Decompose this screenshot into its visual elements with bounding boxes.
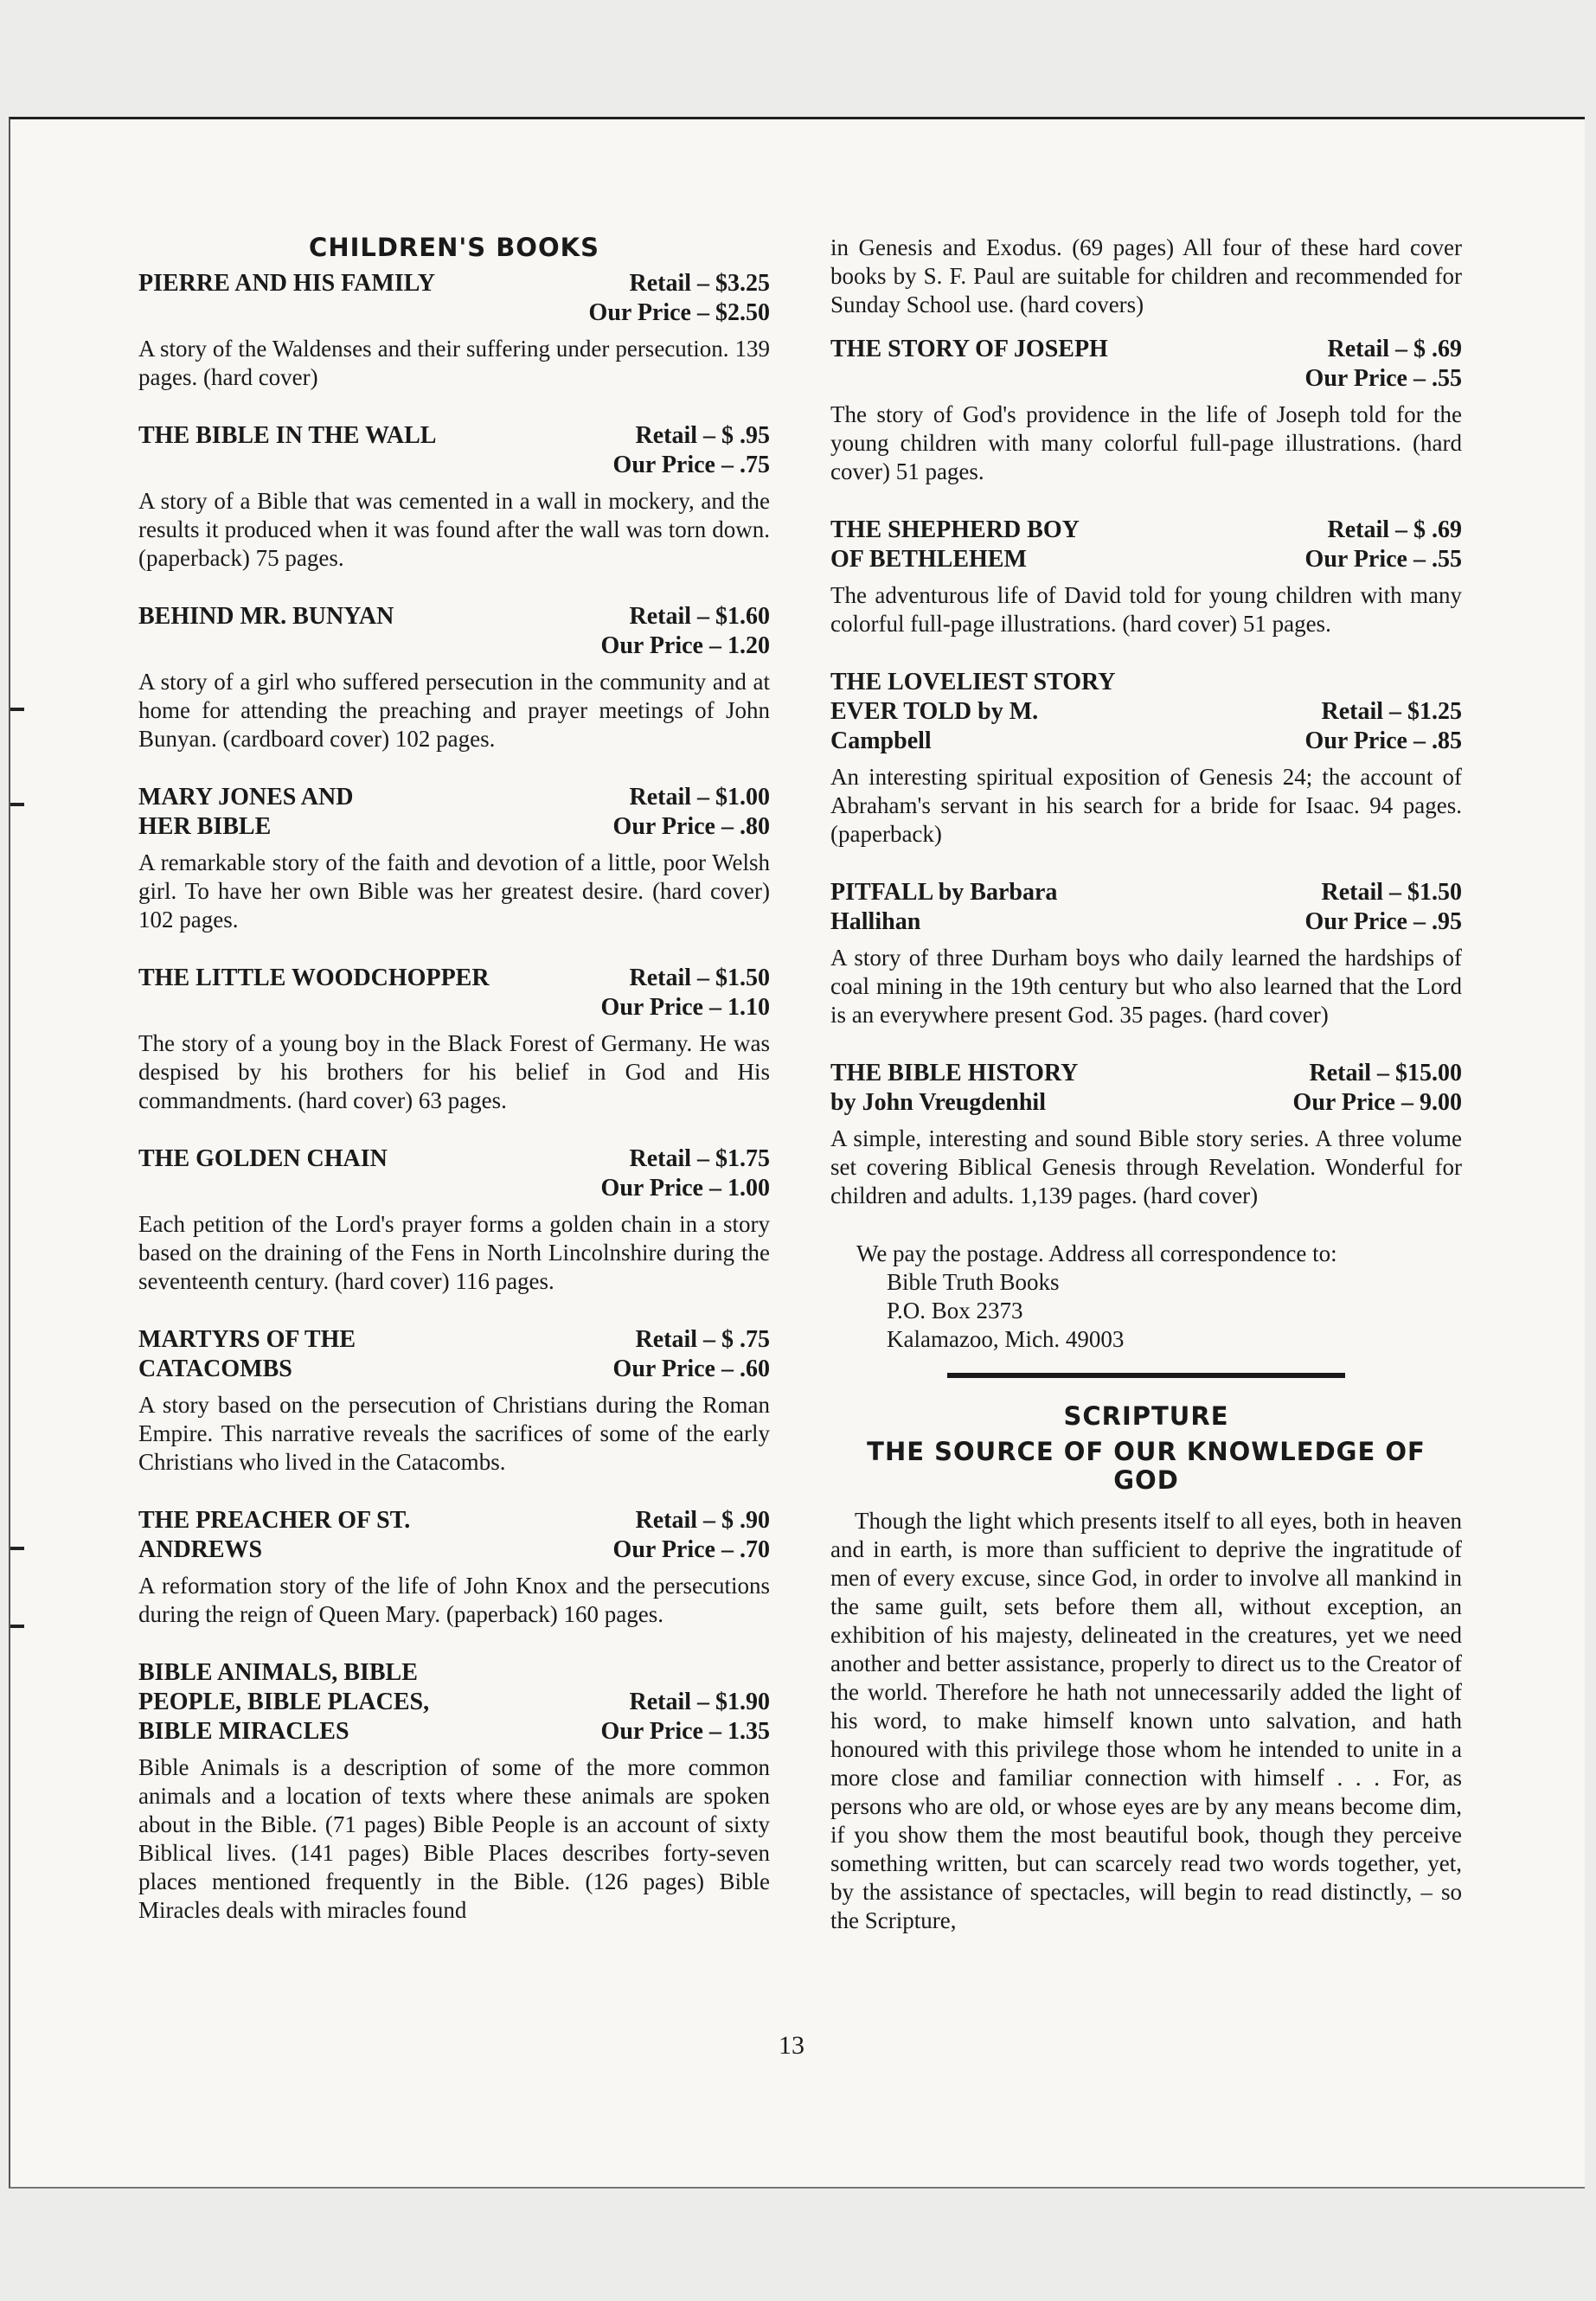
our-price: Our Price – $2.50	[588, 299, 770, 326]
our-price: Our Price – .55	[1304, 546, 1462, 573]
edge-mark	[10, 803, 24, 806]
book-description: An interesting spiritual exposition of Genesis 24; the account of Abraham's servant in his search for a bride for Isaac. 94 pages. (paperback)	[830, 764, 1462, 847]
book-entry	[138, 1658, 770, 1925]
book-prices	[1305, 516, 1462, 574]
scripture-subheading: THE SOURCE OF OUR KNOWLEDGE OF GOD	[867, 1437, 1426, 1495]
book-prices	[1305, 697, 1462, 756]
book-prices	[601, 964, 770, 1022]
book-description: A reformation story of the life of John Knox and the persecutions during the reign of Queen Mary. (paperback) 160 pages.	[138, 1573, 770, 1627]
book-title: THE PREACHER OF ST. ANDREWS	[138, 1507, 411, 1563]
book-title: THE LOVELIEST STORY EVER TOLD by M. Campbell	[830, 669, 1115, 754]
book-entry	[138, 269, 770, 392]
book-title: BIBLE ANIMALS, BIBLE PEOPLE, BIBLE PLACES, BIBLE MIRACLES	[138, 1659, 430, 1745]
page-number: 13	[779, 2031, 804, 2060]
retail-price: Retail – $ .75	[635, 1326, 770, 1353]
our-price: Our Price – 9.00	[1292, 1089, 1462, 1116]
book-entry	[830, 1059, 1462, 1210]
scripture-text: Though the light which presents itself to all eyes, both in heaven and in earth, is more than sufficient to deprive the ingratitude of men of every excuse, since God, in order to involve all mankind in the same guilt, sets before them all, without exception, an exhibition of his majesty, delineated in the creatures, yet we need another and better assistance, properly to direct us to the Creator of the world. Therefore he hath not unnecessarily added the light of his word, to make himself known unto salvation, and hath honoured with this privilege those whom he intended to unite in a more close and familiar connection with himself . . . For, as persons who are old, or whose eyes are by any means become dim, if you show them the most beautiful book, though they perceive something written, but can scarcely read two words together, yet, by the assistance of spectacles, will begin to read distinctly, – so the Scripture,	[830, 1508, 1462, 1933]
our-price: Our Price – 1.20	[600, 632, 770, 659]
retail-price: Retail – $ .95	[635, 422, 770, 449]
book-entry	[138, 421, 770, 573]
book-entry	[830, 335, 1462, 486]
book-title: THE BIBLE HISTORY by John Vreugdenhil	[830, 1060, 1078, 1116]
our-price: Our Price – 1.10	[600, 994, 770, 1021]
book-prices	[601, 1688, 770, 1747]
retail-price: Retail – $ .90	[635, 1507, 770, 1534]
book-prices	[1293, 1059, 1462, 1118]
retail-price: Retail – $1.90	[629, 1689, 770, 1715]
our-price: Our Price – 1.35	[600, 1718, 770, 1745]
book-description: Each petition of the Lord's prayer forms a golden chain in a story based on the draining of the Fens in North Lincolnshire during the seventeenth century. (hard cover) 116 pages.	[138, 1211, 770, 1294]
book-entry	[830, 878, 1462, 1029]
book-description: A story of the Waldenses and their suffering under persecution. 139 pages. (hard cover)	[138, 336, 770, 390]
retail-price: Retail – $1.00	[629, 784, 770, 811]
book-description: Bible Animals is a description of some of the more common animals and a location of texts where these animals are spoken about in the Bible. (71 pages) Bible People is an account of sixty Biblical lives. (141 pages) Bible Places describes forty-seven places mentioned frequently in the Bible. (126 pages) Bible Miracles deals with miracles found	[138, 1754, 770, 1923]
retail-price: Retail – $1.50	[629, 965, 770, 991]
book-title: PITFALL by Barbara Hallihan	[830, 879, 1058, 935]
book-entry	[830, 668, 1462, 849]
our-price: Our Price – .95	[1304, 908, 1462, 935]
book-title: MARTYRS OF THE CATACOMBS	[138, 1326, 356, 1382]
book-prices	[1305, 878, 1462, 937]
book-description: A simple, interesting and sound Bible story series. A three volume set covering Biblical Genesis through Revelation. Wonderful for children and adults. 1,139 pages. (hard cover)	[830, 1125, 1462, 1208]
mailing-address	[856, 1240, 1462, 1354]
retail-price: Retail – $1.50	[1321, 879, 1462, 906]
book-title: THE LITTLE WOODCHOPPER	[138, 965, 490, 991]
book-entry	[138, 1144, 770, 1296]
book-prices	[613, 421, 770, 480]
our-price: Our Price – .75	[612, 452, 770, 478]
book-description: A story of a Bible that was cemented in a wall in mockery, and the results it produced when it was found after the wall was torn down. (paperback) 75 pages.	[138, 488, 770, 571]
book-entry	[138, 964, 770, 1115]
left-column	[138, 234, 770, 1954]
book-description: A story of three Durham boys who daily learned the hardships of coal mining in the 19th century but who also learned that the Lord is an everywhere present God. 35 pages. (hard cover)	[830, 945, 1462, 1028]
right-column	[830, 234, 1462, 1935]
book-description: The story of God's providence in the life of Joseph told for the young children with many colorful full-page illustrations. (hard cover) 51 pages.	[830, 401, 1462, 484]
scripture-heading: SCRIPTURE	[1063, 1401, 1229, 1431]
continued-description: in Genesis and Exodus. (69 pages) All four of these hard cover books by S. F. Paul are suitable for children and recommended for Sunday School use. (hard covers)	[830, 234, 1462, 317]
retail-price: Retail – $ .69	[1327, 336, 1462, 362]
retail-price: Retail – $1.25	[1321, 698, 1462, 725]
our-price: Our Price – .85	[1304, 727, 1462, 754]
retail-price: Retail – $1.60	[629, 603, 770, 630]
book-title: THE GOLDEN CHAIN	[138, 1145, 388, 1172]
book-prices	[613, 1506, 770, 1565]
book-description: The story of a young boy in the Black Forest of Germany. He was despised by his brothers for his belief in God and His commandments. (hard cover) 63 pages.	[138, 1030, 770, 1113]
book-entry	[138, 1506, 770, 1629]
book-title: MARY JONES AND HER BIBLE	[138, 784, 354, 840]
book-prices	[613, 783, 770, 842]
our-price: Our Price – .80	[612, 813, 770, 840]
our-price: Our Price – .55	[1304, 365, 1462, 392]
address-line: P.O. Box 2373	[887, 1298, 1023, 1324]
our-price: Our Price – 1.00	[600, 1175, 770, 1202]
book-entry	[830, 516, 1462, 638]
book-prices	[589, 269, 770, 328]
book-prices	[601, 1144, 770, 1203]
retail-price: Retail – $3.25	[629, 270, 770, 297]
address-line: Bible Truth Books	[887, 1269, 1060, 1295]
address-line: Kalamazoo, Mich. 49003	[887, 1326, 1125, 1352]
book-entry	[138, 783, 770, 934]
retail-price: Retail – $ .69	[1327, 516, 1462, 543]
book-prices	[1305, 335, 1462, 394]
book-description: A remarkable story of the faith and devotion of a little, poor Welsh girl. To have her own Bible was her greatest desire. (hard cover) 102 pages.	[138, 849, 770, 933]
divider-rule	[947, 1373, 1345, 1378]
book-title: THE BIBLE IN THE WALL	[138, 422, 437, 449]
book-description: A story of a girl who suffered persecution in the community and at home for attending the preaching and prayer meetings of John Bunyan. (cardboard cover) 102 pages.	[138, 669, 770, 752]
book-prices	[601, 602, 770, 661]
book-description: A story based on the persecution of Christians during the Roman Empire. This narrative reveals the sacrifices of some of the early Christians who lived in the Catacombs.	[138, 1392, 770, 1475]
retail-price: Retail – $1.75	[629, 1145, 770, 1172]
book-title: BEHIND MR. BUNYAN	[138, 603, 394, 630]
book-title: THE SHEPHERD BOY OF BETHLEHEM	[830, 516, 1079, 573]
edge-mark	[10, 1625, 24, 1628]
book-entry	[138, 1325, 770, 1477]
book-description: The adventurous life of David told for young children with many colorful full-page illustrations. (hard cover) 51 pages.	[830, 582, 1462, 637]
retail-price: Retail – $15.00	[1309, 1060, 1462, 1086]
book-entry	[138, 602, 770, 753]
section-heading-childrens-books: CHILDREN'S BOOKS	[309, 233, 599, 262]
edge-mark	[10, 708, 24, 711]
edge-mark	[10, 1547, 24, 1550]
book-title: THE STORY OF JOSEPH	[830, 336, 1108, 362]
our-price: Our Price – .70	[612, 1536, 770, 1563]
book-prices	[613, 1325, 770, 1384]
book-title: PIERRE AND HIS FAMILY	[138, 270, 436, 297]
our-price: Our Price – .60	[612, 1356, 770, 1382]
address-intro: We pay the postage. Address all correspondence to:	[856, 1240, 1337, 1266]
